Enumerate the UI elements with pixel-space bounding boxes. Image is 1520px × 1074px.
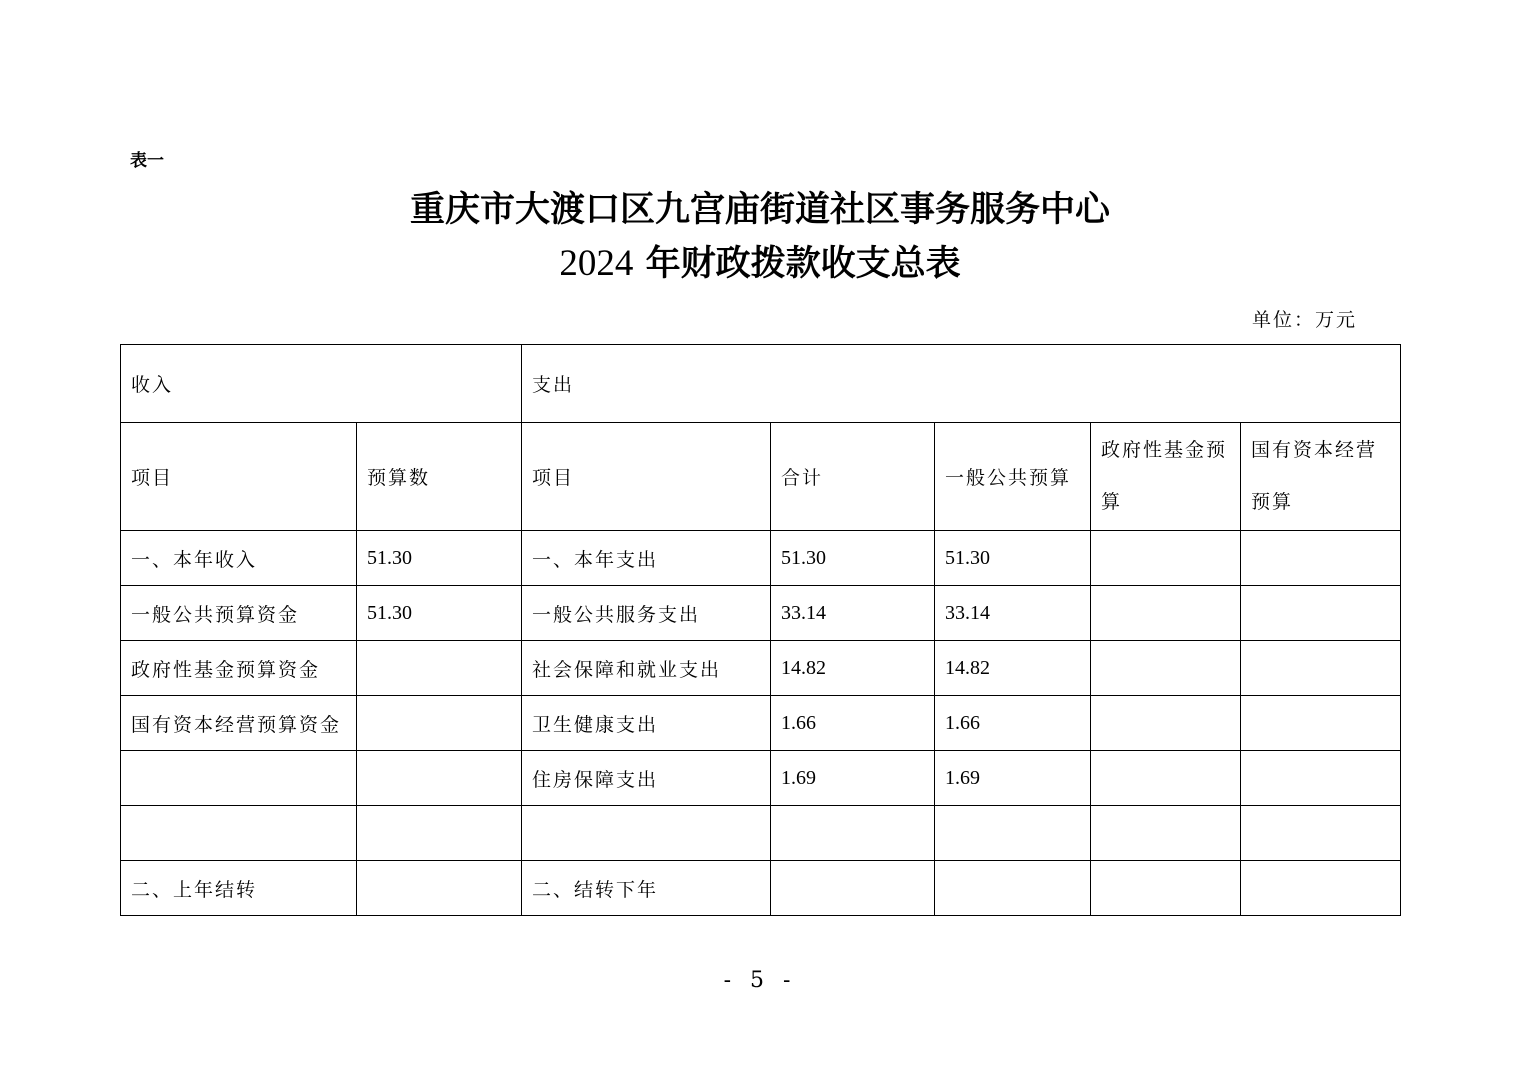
cell-expense-item: 一、本年支出: [522, 531, 771, 586]
table-row: [121, 641, 1401, 696]
cell-gov-fund: [1091, 751, 1241, 806]
cell-general-public: 14.82: [935, 641, 1091, 696]
section-expense: 支出: [522, 345, 1401, 423]
title-rest: 年财政拨款收支总表: [633, 243, 961, 284]
cell-total: [771, 861, 935, 916]
unit-label: 单位：万元: [1252, 309, 1358, 331]
cell-gov-fund: [1091, 531, 1241, 586]
table-row: [121, 861, 1401, 916]
page-number: - 5 -: [723, 968, 797, 993]
cell-income-item: [121, 751, 357, 806]
cell-income-budget: [357, 861, 522, 916]
cell-state-capital: [1241, 806, 1401, 861]
cell-gov-fund: [1091, 586, 1241, 641]
cell-state-capital: [1241, 696, 1401, 751]
table-row: [121, 586, 1401, 641]
cell-total: 51.30: [771, 531, 935, 586]
table-label: 表一: [130, 151, 164, 171]
header-gov-fund: 政府性基金预算: [1091, 423, 1241, 531]
document-title-line2: [0, 244, 1520, 284]
cell-income-item: 国有资本经营预算资金: [121, 696, 357, 751]
cell-gov-fund: [1091, 806, 1241, 861]
cell-state-capital: [1241, 586, 1401, 641]
section-income: 收入: [121, 345, 522, 423]
cell-gov-fund: [1091, 641, 1241, 696]
cell-expense-item: 卫生健康支出: [522, 696, 771, 751]
cell-general-public: 33.14: [935, 586, 1091, 641]
column-header-row: [121, 423, 1401, 531]
cell-income-budget: [357, 696, 522, 751]
cell-income-item: 政府性基金预算资金: [121, 641, 357, 696]
table-row: [121, 751, 1401, 806]
cell-expense-item: [522, 806, 771, 861]
cell-income-budget: [357, 751, 522, 806]
cell-general-public: [935, 806, 1091, 861]
cell-total: 1.66: [771, 696, 935, 751]
cell-total: 33.14: [771, 586, 935, 641]
budget-summary-table: [120, 344, 1401, 916]
table-row: [121, 806, 1401, 861]
header-general-public: 一般公共预算: [935, 423, 1091, 531]
cell-income-budget: [357, 806, 522, 861]
cell-general-public: [935, 861, 1091, 916]
cell-income-item: 一般公共预算资金: [121, 586, 357, 641]
header-expense-item: 项目: [522, 423, 771, 531]
cell-state-capital: [1241, 751, 1401, 806]
table-row: [121, 531, 1401, 586]
cell-income-budget: [357, 641, 522, 696]
cell-state-capital: [1241, 531, 1401, 586]
cell-gov-fund: [1091, 861, 1241, 916]
cell-expense-item: 一般公共服务支出: [522, 586, 771, 641]
cell-income-item: [121, 806, 357, 861]
cell-total: 14.82: [771, 641, 935, 696]
cell-general-public: 1.69: [935, 751, 1091, 806]
cell-gov-fund: [1091, 696, 1241, 751]
cell-income-budget: 51.30: [357, 586, 522, 641]
document-title-line1: 重庆市大渡口区九宫庙街道社区事务服务中心: [409, 189, 1110, 230]
title-year: 2024: [559, 243, 634, 284]
cell-state-capital: [1241, 641, 1401, 696]
header-income-item: 项目: [121, 423, 357, 531]
cell-total: [771, 806, 935, 861]
cell-state-capital: [1241, 861, 1401, 916]
header-state-capital: 国有资本经营预算: [1241, 423, 1401, 531]
cell-general-public: 1.66: [935, 696, 1091, 751]
header-total: 合计: [771, 423, 935, 531]
section-header-row: [121, 345, 1401, 423]
table-row: [121, 696, 1401, 751]
cell-general-public: 51.30: [935, 531, 1091, 586]
cell-income-item: 二、上年结转: [121, 861, 357, 916]
cell-income-budget: 51.30: [357, 531, 522, 586]
header-income-budget: 预算数: [357, 423, 522, 531]
cell-expense-item: 二、结转下年: [522, 861, 771, 916]
cell-expense-item: 社会保障和就业支出: [522, 641, 771, 696]
cell-expense-item: 住房保障支出: [522, 751, 771, 806]
cell-income-item: 一、本年收入: [121, 531, 357, 586]
cell-total: 1.69: [771, 751, 935, 806]
